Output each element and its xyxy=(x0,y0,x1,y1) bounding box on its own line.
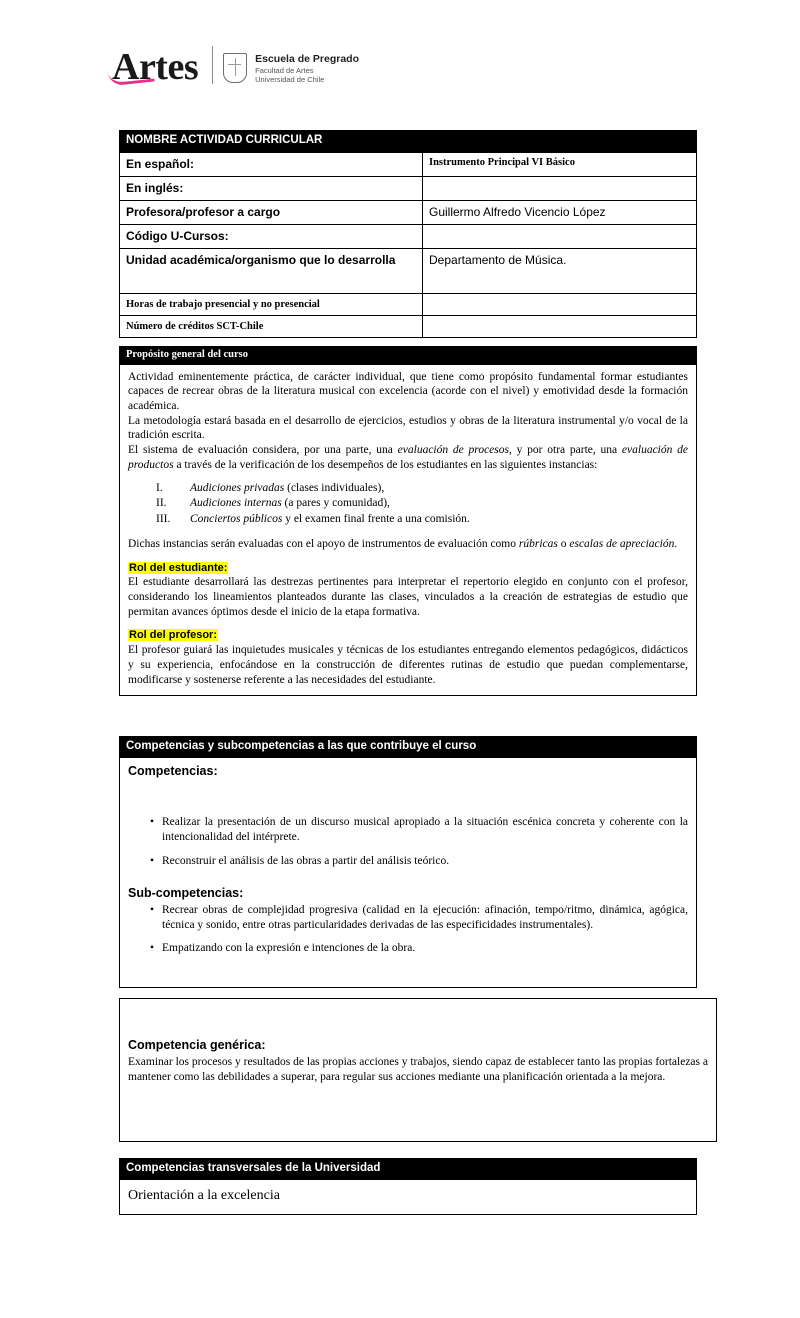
competencias-list xyxy=(128,815,688,869)
logo-divider xyxy=(212,46,213,84)
list-item-text: Empatizando con la expresión e intenciones de la obra. xyxy=(162,942,416,955)
rol-estudiante-heading xyxy=(128,561,688,576)
list-item xyxy=(128,815,688,844)
row-value-en[interactable] xyxy=(423,176,697,200)
proposito-paragraph-4 xyxy=(128,537,688,552)
table-row xyxy=(120,224,697,248)
section-competencia-generica xyxy=(119,998,717,1142)
proposito-p3-em2: evaluación de productos xyxy=(128,444,689,471)
faculty-line-3: Universidad de Chile xyxy=(255,74,325,84)
row-value-profesor[interactable]: Guillermo Alfredo Vicencio López xyxy=(423,200,697,224)
row-value-creditos[interactable] xyxy=(423,315,697,337)
list-item-rest: (clases individuales), xyxy=(284,481,385,494)
evaluation-instances-list xyxy=(128,481,688,527)
subcompetencias-list xyxy=(128,903,688,956)
transversales-item: Orientación a la excelencia xyxy=(119,1180,697,1215)
list-item xyxy=(156,481,688,496)
list-item-text: Reconstruir el análisis de las obras a partir del análisis teórico. xyxy=(162,855,450,868)
list-item xyxy=(156,496,688,511)
competencias-body xyxy=(119,758,697,988)
section-activity xyxy=(119,130,697,338)
proposito-p4-c: . xyxy=(674,537,678,550)
table-row xyxy=(120,315,697,337)
competencias-label: Competencias: xyxy=(128,763,218,778)
spacer xyxy=(128,781,688,815)
spacer xyxy=(128,619,688,628)
row-label-horas: Horas de trabajo presencial y no presencial xyxy=(120,293,423,315)
list-item-text: Recrear obras de complejidad progresiva (calidad en la ejecución: afinación, tempo/ritmo, dinámica, agógica, técnica y sonido, entre otras particularidades derivadas de las especificidades instrumentales). xyxy=(162,903,688,931)
subcompetencias-label: Sub-competencias: xyxy=(128,885,244,900)
section-transversales-title: Competencias transversales de la Universidad xyxy=(119,1158,697,1180)
bullet-icon xyxy=(128,854,162,869)
list-item-rest: (a pares y comunidad), xyxy=(281,497,390,510)
list-item-em: Conciertos públicos xyxy=(190,513,283,526)
proposito-p4-a: Dichas instancias serán evaluadas con el apoyo de instrumentos de evaluación como xyxy=(128,537,519,550)
rol-estudiante-text: El estudiante desarrollará las destrezas pertinentes para interpretar el repertorio elegido en conjunto con el profesor, considerando los lineamientos planteados durante las clases, vinculados a la creación de estrategias de estudio que permitan avances óptimos desde el inicio de la etapa formativa. xyxy=(128,576,688,618)
bullet-icon xyxy=(128,815,162,844)
proposito-p3-c: a través de la verificación de los desempeños de los estudiantes en las siguientes instancias: xyxy=(173,458,598,471)
table-row xyxy=(120,152,697,176)
row-label-en: En inglés: xyxy=(120,176,423,200)
artes-wordmark-text: Artes xyxy=(112,46,199,88)
proposito-p3-b: , y por otra parte, una xyxy=(508,444,622,457)
row-label-profesor: Profesora/profesor a cargo xyxy=(120,200,423,224)
rol-profesor-label: Rol del profesor: xyxy=(129,629,218,642)
artes-wordmark xyxy=(112,48,202,86)
bullet-icon xyxy=(128,903,162,932)
rol-profesor-heading xyxy=(128,628,688,643)
list-item-numeral: II. xyxy=(156,497,167,510)
spacer xyxy=(128,552,688,561)
proposito-paragraph-3 xyxy=(128,443,688,472)
row-value-codigo[interactable] xyxy=(423,224,697,248)
section-competencias-title: Competencias y subcompetencias a las que contribuye el curso xyxy=(119,736,697,758)
list-item-text xyxy=(190,481,384,496)
rol-profesor-text: El profesor guiará las inquietudes musicales y técnicas de los estudiantes entregando elementos pedagógicos, didácticos y su experiencia, enfocándose en la construcción de diferentes rutinas de estudio que puedan complementarse, modificarse y sostenerse referente a las necesidades del estudiante. xyxy=(128,644,688,686)
list-item-text: Realizar la presentación de un discurso musical apropiado a la situación escénica concreta y coherente con la intencionalidad del intérprete. xyxy=(162,815,688,843)
section-transversales xyxy=(119,1158,697,1215)
list-item-text xyxy=(190,496,390,511)
section-activity-title: NOMBRE ACTIVIDAD CURRICULAR xyxy=(119,130,697,152)
proposito-paragraph-2: La metodología estará basada en el desarrollo de ejercicios, estudios y obras de la literatura instrumental y/o vocal de la tradición escrita. xyxy=(128,414,688,442)
proposito-paragraph-1: Actividad eminentemente práctica, de carácter individual, que tiene como propósito fundamental formar estudiantes capaces de recrear obras de la literatura musical con excelencia (acorde con el nivel) y emotividad desde la formación académica. xyxy=(128,370,688,413)
table-row xyxy=(120,176,697,200)
table-row xyxy=(120,200,697,224)
bullet-icon xyxy=(128,941,162,956)
activity-table xyxy=(119,152,697,338)
document-header xyxy=(112,38,359,86)
list-item-em: Audiciones internas xyxy=(190,497,282,510)
faculty-identifier xyxy=(255,53,359,84)
faculty-line-1: Escuela de Pregrado xyxy=(255,52,360,65)
table-row xyxy=(120,293,697,315)
generica-text: Examinar los procesos y resultados de las propias acciones y trabajos, siendo capaz de establecer tanto las propias fortalezas a mantener como las debilidades a superar, para regular sus acciones mediante una planificación orientada a la mejora. xyxy=(128,1056,708,1083)
list-item xyxy=(128,941,688,956)
row-value-es[interactable]: Instrumento Principal VI Básico xyxy=(423,152,697,176)
list-item xyxy=(156,512,688,527)
spacer xyxy=(128,1005,708,1037)
section-proposito xyxy=(119,346,697,696)
list-item-numeral: I. xyxy=(156,481,163,494)
row-label-creditos: Número de créditos SCT-Chile xyxy=(120,315,423,337)
list-item xyxy=(128,854,688,869)
university-shield-icon xyxy=(223,53,247,83)
proposito-p4-em1: rúbricas xyxy=(518,537,558,550)
proposito-body xyxy=(119,365,697,697)
table-row xyxy=(120,248,697,293)
row-label-codigo: Código U-Cursos: xyxy=(120,224,423,248)
proposito-p3-a: El sistema de evaluación considera, por una parte, una xyxy=(128,444,398,457)
spacer xyxy=(128,528,688,537)
list-item-text xyxy=(190,512,470,527)
faculty-line-2: Facultad de Artes xyxy=(255,65,314,75)
proposito-p4-b: o xyxy=(557,537,570,550)
section-competencias xyxy=(119,736,697,988)
generica-body xyxy=(119,998,717,1142)
rol-estudiante-label: Rol del estudiante: xyxy=(129,561,228,574)
row-label-es: En español: xyxy=(120,152,423,176)
section-proposito-title: Propósito general del curso xyxy=(119,346,697,365)
list-item-rest: y el examen final frente a una comisión. xyxy=(282,513,470,526)
list-item-em: Audiciones privadas xyxy=(190,481,285,494)
row-value-horas[interactable] xyxy=(423,293,697,315)
row-label-unidad: Unidad académica/organismo que lo desarrolla xyxy=(120,248,423,293)
list-item xyxy=(128,903,688,932)
row-value-unidad[interactable]: Departamento de Música. xyxy=(423,248,697,293)
generica-label: Competencia genérica: xyxy=(128,1038,266,1052)
proposito-p3-em1: evaluación de procesos xyxy=(397,444,509,457)
list-item-numeral: III. xyxy=(156,513,171,526)
proposito-p4-em2: escalas de apreciación xyxy=(569,537,675,550)
